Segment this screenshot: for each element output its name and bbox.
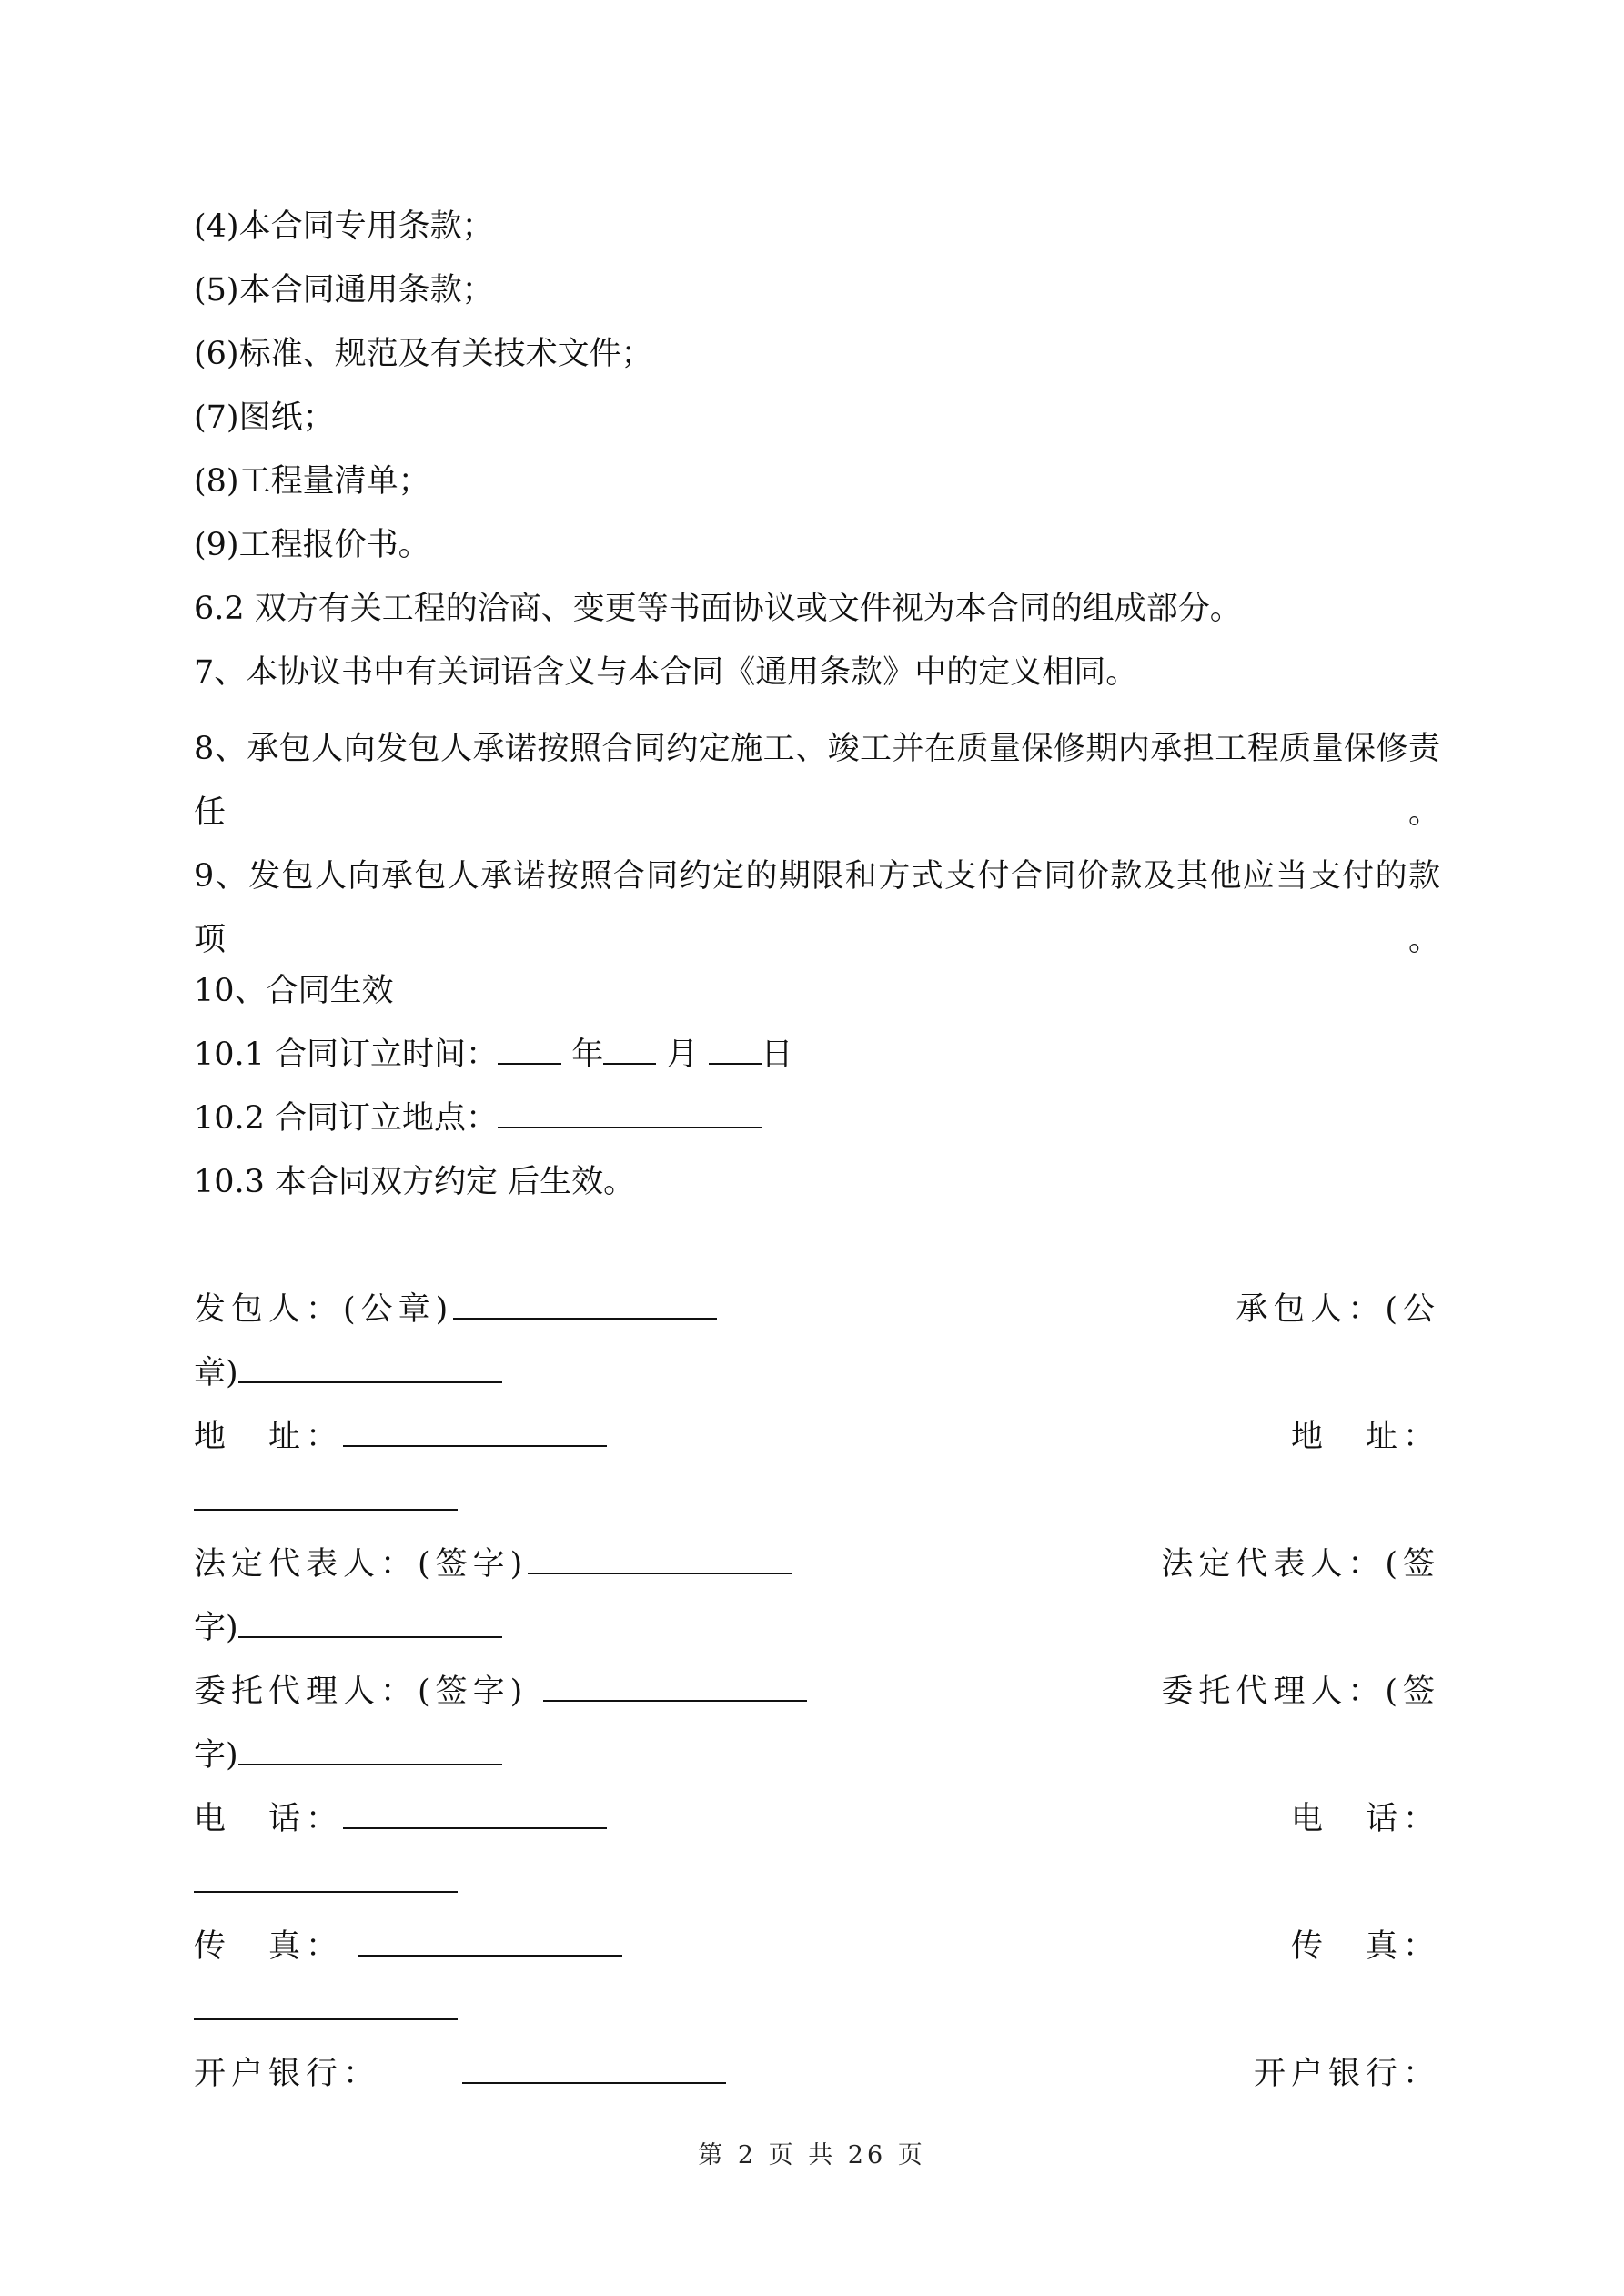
contractor-agent-wrap [194, 1736, 502, 1775]
contractor-fax-blank [194, 1991, 458, 2029]
employer-address-blank [343, 1418, 607, 1447]
contractor-legal-wrap [194, 1609, 502, 1647]
contract-place-label: 10.2 合同订立地点： [194, 1100, 499, 1137]
employer-legal-rep [194, 1545, 792, 1583]
contractor-agent-blank [238, 1736, 502, 1765]
clause-8: 8、承包人向发包人承诺按照合同约定施工、竣工并在质量保修期内承担工程质量保修责任。 [194, 731, 1440, 831]
contractor-fax-line [194, 1991, 458, 2020]
clause-10-heading: 10、合同生效 [194, 973, 394, 1009]
clause-7: 7、本协议书中有关词语含义与本合同《通用条款》中的定义相同。 [194, 654, 1138, 691]
employer-legal-blank [528, 1545, 792, 1574]
list-item: (5)本合同通用条款； [194, 272, 494, 308]
employer-bank [194, 2055, 726, 2093]
list-item: (8)工程量清单； [194, 463, 430, 500]
employer-fax [194, 1927, 622, 1966]
employer-address [194, 1418, 607, 1456]
employer-bank-label: 开户银行： [194, 2056, 381, 2092]
contractor-legal-wrap-label: 字) [194, 1610, 238, 1646]
day-label: 日 [761, 1037, 793, 1073]
contractor-address-line [194, 1482, 458, 1511]
page-number-footer: 第 2 页 共 26 页 [698, 2141, 926, 2170]
employer-bank-blank [462, 2055, 726, 2084]
place-blank [498, 1099, 762, 1128]
day-blank [709, 1036, 762, 1065]
list-item: (4)本合同专用条款； [194, 208, 494, 245]
employer-seal [194, 1290, 717, 1329]
clause-10-1 [194, 1036, 1440, 1074]
employer-agent-label: 委托代理人：(签字) [194, 1674, 529, 1710]
contractor-seal-wrap-label: 章) [194, 1355, 238, 1391]
clause-9: 9、发包人向承包人承诺按照合同约定的期限和方式支付合同价款及其他应当支付的款项。 [194, 858, 1440, 958]
employer-phone [194, 1800, 607, 1838]
contractor-seal-wrap [194, 1354, 502, 1392]
employer-agent [194, 1673, 807, 1711]
employer-seal-blank [453, 1290, 717, 1320]
contract-date-label: 10.1 合同订立时间： [194, 1037, 499, 1073]
contractor-phone-label: 电 话： [1290, 1801, 1440, 1837]
contractor-fax-label: 传 真： [1290, 1928, 1440, 1965]
contractor-address-blank [194, 1482, 458, 1520]
contractor-address-label: 地 址： [1290, 1419, 1440, 1455]
year-blank [498, 1036, 561, 1065]
employer-address-label: 地 址： [194, 1419, 344, 1455]
list-item: (7)图纸； [194, 400, 335, 436]
month-blank [603, 1036, 656, 1065]
contractor-legal-label: 法定代表人：(签 [1161, 1546, 1440, 1583]
employer-agent-blank [543, 1673, 807, 1702]
employer-legal-label: 法定代表人：(签字) [194, 1546, 529, 1583]
employer-fax-blank [358, 1927, 622, 1957]
contractor-bank-label: 开户银行： [1253, 2056, 1440, 2092]
clause-10-2 [194, 1099, 1440, 1138]
clause-6-2: 6.2 双方有关工程的洽商、变更等书面协议或文件视为本合同的组成部分。 [194, 591, 1242, 627]
contractor-seal-label: 承包人：(公 [1236, 1291, 1440, 1328]
contractor-legal-blank [238, 1609, 502, 1638]
employer-phone-blank [343, 1800, 607, 1829]
list-item: (6)标准、规范及有关技术文件； [194, 336, 653, 372]
contractor-agent-wrap-label: 字) [194, 1737, 238, 1774]
contractor-seal-blank [238, 1354, 502, 1383]
contractor-phone-blank [194, 1864, 458, 1902]
employer-phone-label: 电 话： [194, 1801, 344, 1837]
employer-seal-label: 发包人：(公章) [194, 1291, 454, 1328]
month-label: 月 [666, 1037, 699, 1073]
employer-fax-label: 传 真： [194, 1928, 344, 1965]
year-label: 年 [571, 1037, 604, 1073]
list-item: (9)工程报价书。 [194, 527, 430, 563]
contractor-phone-line [194, 1864, 458, 1893]
contractor-agent-label: 委托代理人：(签 [1161, 1674, 1440, 1710]
clause-10-3: 10.3 本合同双方约定 后生效。 [194, 1164, 636, 1200]
